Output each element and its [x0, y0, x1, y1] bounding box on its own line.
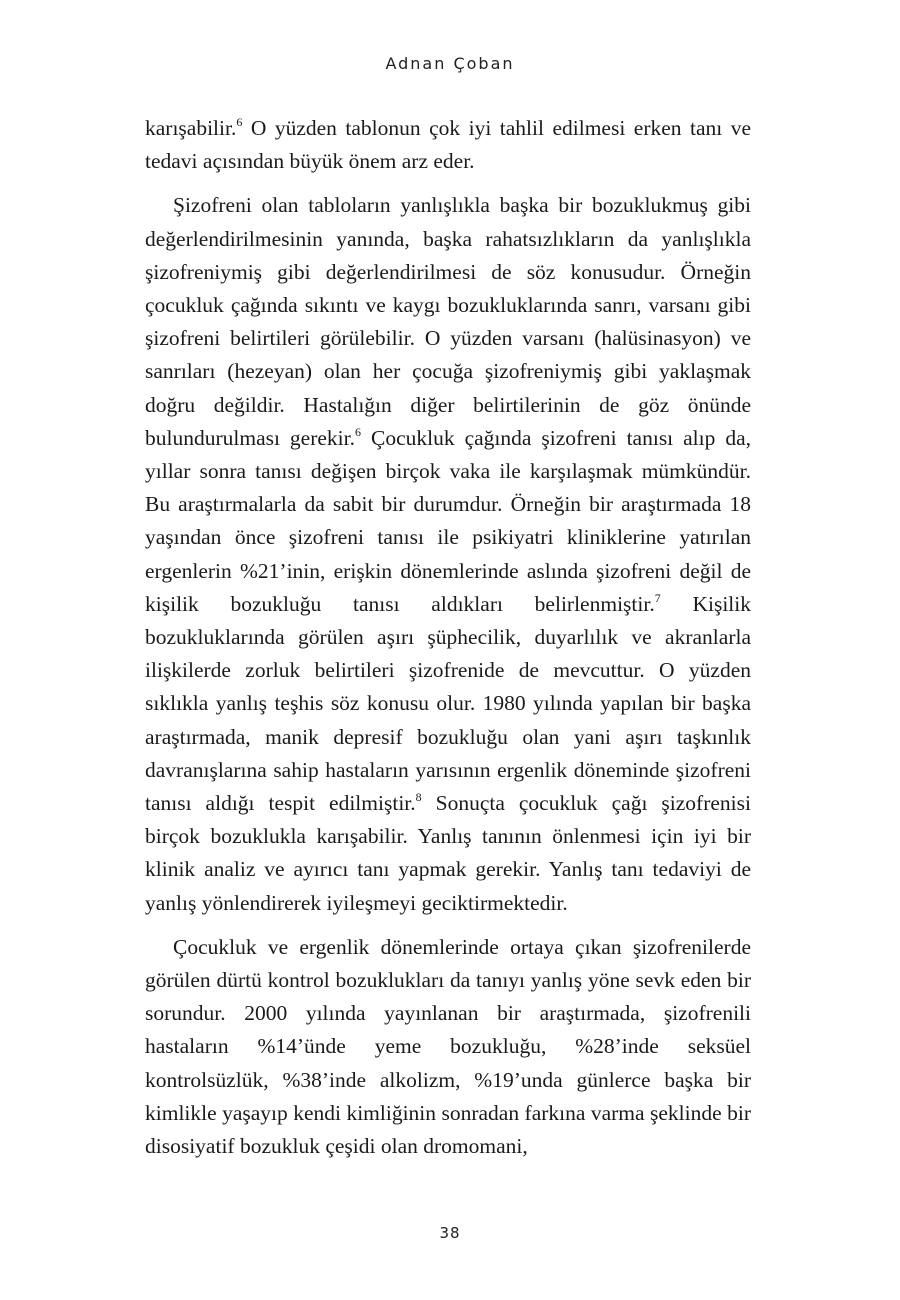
text-segment: Çocukluk ve ergenlik dönemlerinde ortaya çıkan şizofrenilerde görülen dürtü kontrol bozuklukları da tanıyı yanlış yöne sevk eden bir sorundur. 2000 yılında yayınlanan bir araştırmada, şizofrenili hastaların %14’ünde yeme bozukluğu, %28’inde seksüel kontrolsüzlük, %38’inde alkolizm, %19’unda günlerce başka bir kimlikle yaşayıp kendi kimliğinin sonradan farkına varma şeklinde bir disosiyatif bozukluk çeşidi olan dromomani,: [145, 934, 751, 1159]
body-text: [145, 112, 751, 1174]
paragraph-2: [145, 189, 751, 919]
running-head: Adnan Çoban: [385, 54, 515, 73]
page-number: 38: [439, 1224, 461, 1242]
text-segment: Sonuçta çocukluk çağı şizofrenisi birçok bozuklukla karışabilir. Yanlış tanının önlenmesi için iyi bir klinik analiz ve ayırıcı tanı yapmak gerekir. Yanlış tanı tedaviyi de yanlış yönlendirerek iyileşmeyi geciktirmektedir.: [145, 791, 751, 915]
text-segment: karışabilir.: [145, 116, 237, 140]
footnote-ref[interactable]: 7: [654, 590, 661, 605]
text-segment: O yüzden tablonun çok iyi tahlil edilmesi erken tanı ve tedavi açısından büyük önem arz eder.: [145, 116, 751, 174]
text-segment: Şizofreni olan tabloların yanlışlıkla başka bir bozuklukmuş gibi değerlendirilmesinin yanında, başka rahatsızlıkların da yanlışlıkla şizofreniymiş gibi değerlendirilmesi de söz konusudur. Örneğin çocukluk çağında sıkıntı ve kaygı bozukluklarında sanrı, varsanı gibi şizofreni belirtileri görülebilir. O yüzden varsanı (halüsinasyon) ve sanrıları (hezeyan) olan her çocuğa şizofreniymiş gibi yaklaşmak doğru değildir. Hastalığın diğer belirtilerinin de göz önünde bulundurulması gerekir.: [145, 193, 751, 450]
footnote-ref[interactable]: 8: [415, 790, 422, 805]
paragraph-3: [145, 931, 751, 1163]
footnote-ref[interactable]: 6: [236, 115, 243, 129]
footnote-ref[interactable]: 6: [355, 424, 362, 439]
paragraph-1: [145, 112, 751, 178]
text-segment: Çocukluk çağında şizofreni tanısı alıp da, yıllar sonra tanısı değişen birçok vaka ile karşılaşmak mümkündür. Bu araştırmalarla da sabit bir durumdur. Örneğin bir araştırmada 18 yaşından önce şizofreni tanısı ile psikiyatri kliniklerine yatırılan ergenlerin %21’inin, erişkin dönemlerinde aslında şizofreni değil de kişilik bozukluğu tanısı aldıkları belirlenmiştir.: [145, 425, 752, 616]
text-segment: Kişilik bozukluklarında görülen aşırı şüphecilik, duyarlılık ve akranlarla ilişkilerde zorluk belirtileri şizofrenide de mevcuttur. O yüzden sıklıkla yanlış teşhis söz konusu olur. 1980 yılında yapılan bir başka araştırmada, manik depresif bozukluğu olan yani aşırı taşkınlık davranışlarına sahip hastaların yarısının ergenlik döneminde şizofreni tanısı aldığı tespit edilmiştir.: [145, 591, 751, 816]
